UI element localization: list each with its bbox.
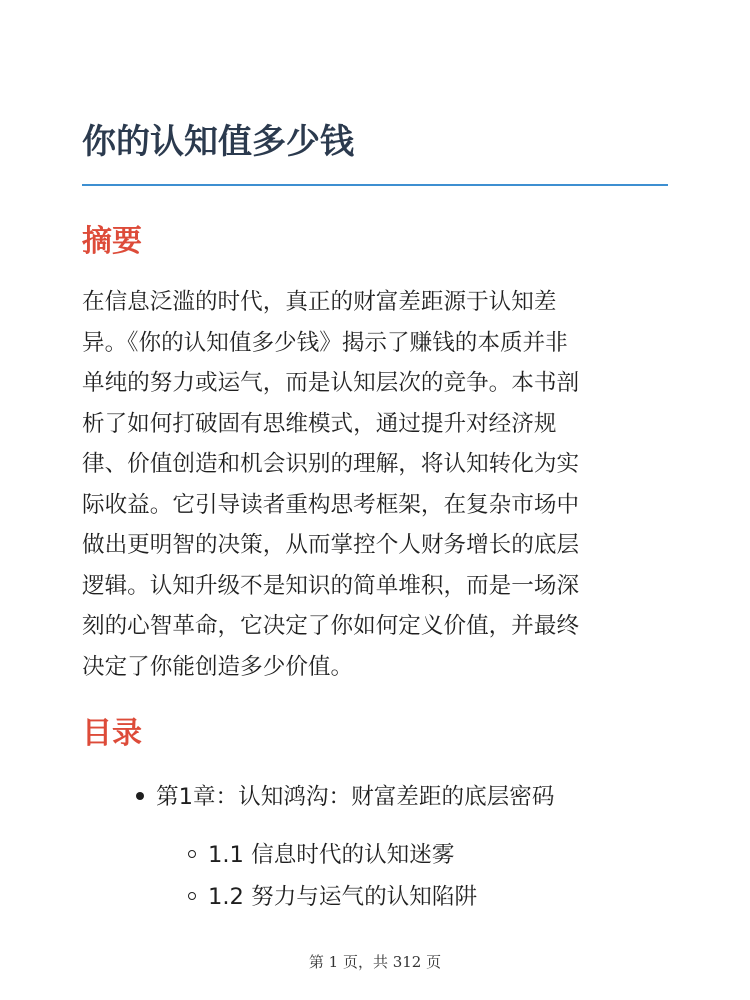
bullet-disc-icon [136,792,144,800]
page-footer: 第 1 页，共 312 页 [308,953,442,971]
abstract-line: 决定了你能创造多少价值。 [82,653,354,680]
toc-section-item[interactable] [188,838,454,872]
toc-chapter-item[interactable] [136,780,554,814]
abstract-line: 析了如何打破固有思维模式，通过提升对经济规 [82,410,557,437]
book-title: 你的认知值多少钱 [82,122,354,162]
toc-section-label: 1.1 信息时代的认知迷雾 [208,842,455,868]
document-page [82,0,668,1000]
abstract-line: 单纯的努力或运气，而是认知层次的竞争。本书剖 [82,370,580,396]
abstract-line: 做出更明智的决策，从而掌控个人财务增长的底层 [82,532,580,558]
bullet-circle-icon [188,850,196,858]
abstract-line: 际收益。它引导读者重构思考框架，在复杂市场中 [82,491,580,518]
abstract-line: 逻辑。认知升级不是知识的简单堆积，而是一场深 [82,572,580,599]
abstract-line: 异。《你的认知值多少钱》揭示了赚钱的本质并非 [82,329,568,356]
abstract-line: 律、价值创造和机会识别的理解，将认知转化为实 [82,451,580,477]
title-divider [82,184,668,186]
abstract-line: 刻的心智革命，它决定了你如何定义价值，并最终 [82,613,580,639]
toc-heading: 目录 [82,716,142,751]
toc-chapter-label: 第1章：认知鸿沟：财富差距的底层密码 [156,784,555,810]
abstract-paragraph [82,282,668,687]
toc-section-label: 1.2 努力与运气的认知陷阱 [208,884,478,910]
abstract-line: 在信息泛滥的时代，真正的财富差距源于认知差 [82,289,557,315]
bullet-circle-icon [188,892,196,900]
abstract-heading: 摘要 [82,224,142,259]
toc-section-item[interactable] [188,880,477,914]
